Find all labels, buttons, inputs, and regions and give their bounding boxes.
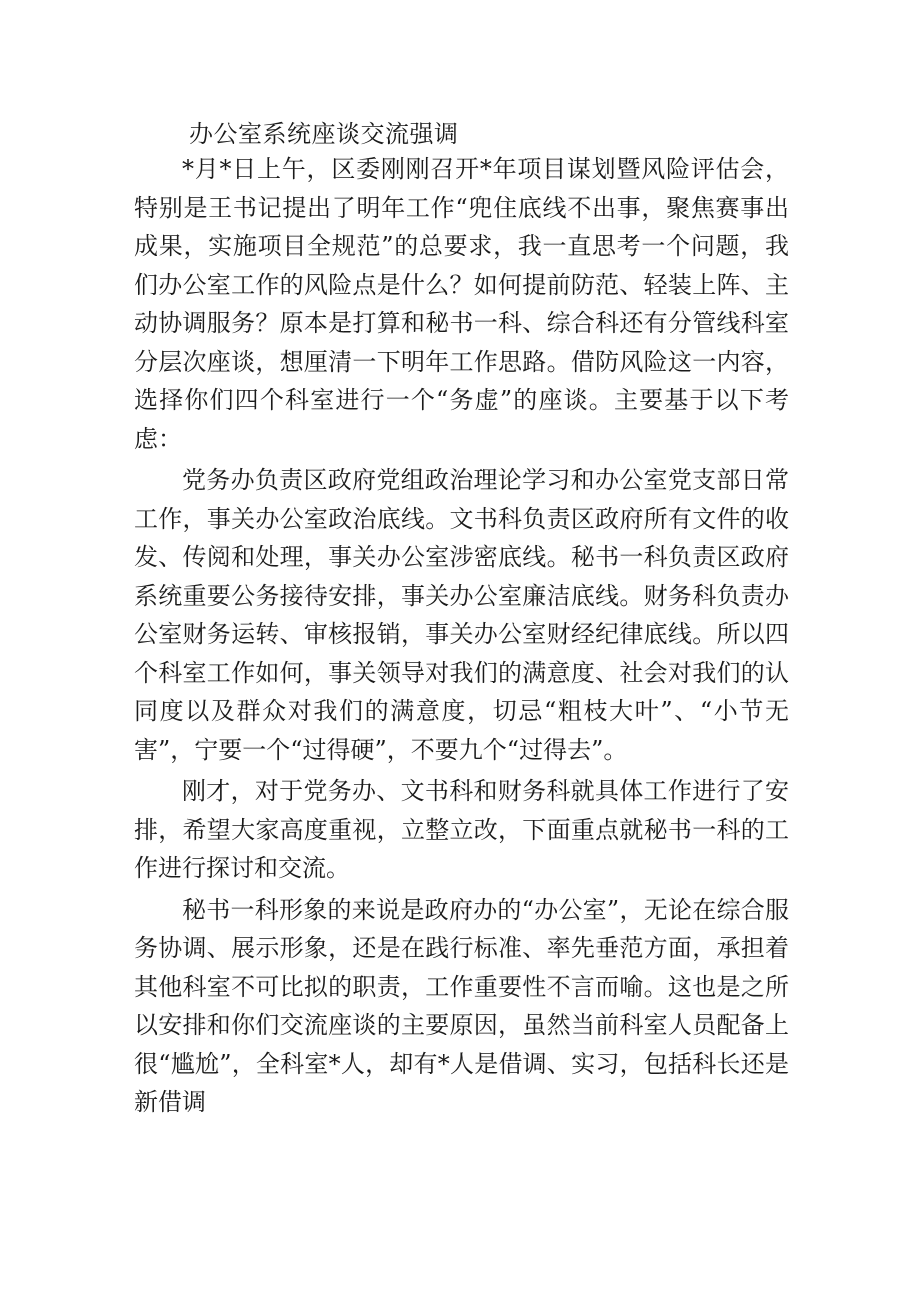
paragraph-1: *月*日上午，区委刚刚召开*年项目谋划暨风险评估会，特别是王书记提出了明年工作“兜住底线不出事，聚焦赛事出成果，实施项目全规范”的总要求，我一直思考一个问题，我们办公室工作的风险点是什么？如何提前防范、轻装上阵、主动协调服务？原本是打算和秘书一科、综合科还有分管线科室分层次座谈，想厘清一下明年工作思路。借防风险这一内容，选择你们四个科室进行一个“务虚”的座谈。主要基于以下考虑： bbox=[134, 155, 789, 453]
paragraph-3: 刚才，对于党务办、文书科和财务科就具体工作进行了安排，希望大家高度重视，立整立改，下面重点就秘书一科的工作进行探讨和交流。 bbox=[134, 777, 789, 882]
paragraph-4: 秘书一科形象的来说是政府办的“办公室”，无论在综合服务协调、展示形象，还是在践行标准、率先垂范方面，承担着其他科室不可比拟的职责，工作重要性不言而喻。这也是之所以安排和你们交流座谈的主要原因，虽然当前科室人员配备上很“尴尬”，全科室*人，却有*人是借调、实习，包括科长还是新借调 bbox=[134, 895, 789, 1116]
document-title: 办公室系统座谈交流强调 bbox=[189, 120, 459, 148]
paragraph-2: 党务办负责区政府党组政治理论学习和办公室党支部日常工作，事关办公室政治底线。文书科负责区政府所有文件的收发、传阅和处理，事关办公室涉密底线。秘书一科负责区政府系统重要公务接待安排，事关办公室廉洁底线。财务科负责办公室财务运转、审核报销，事关办公室财经纪律底线。所以四个科室工作如何，事关领导对我们的满意度、社会对我们的认同度以及群众对我们的满意度，切忌“粗枝大叶”、“小节无害”，宁要一个“过得硬”，不要九个“过得去”。 bbox=[134, 466, 789, 764]
document-body bbox=[134, 150, 789, 1125]
